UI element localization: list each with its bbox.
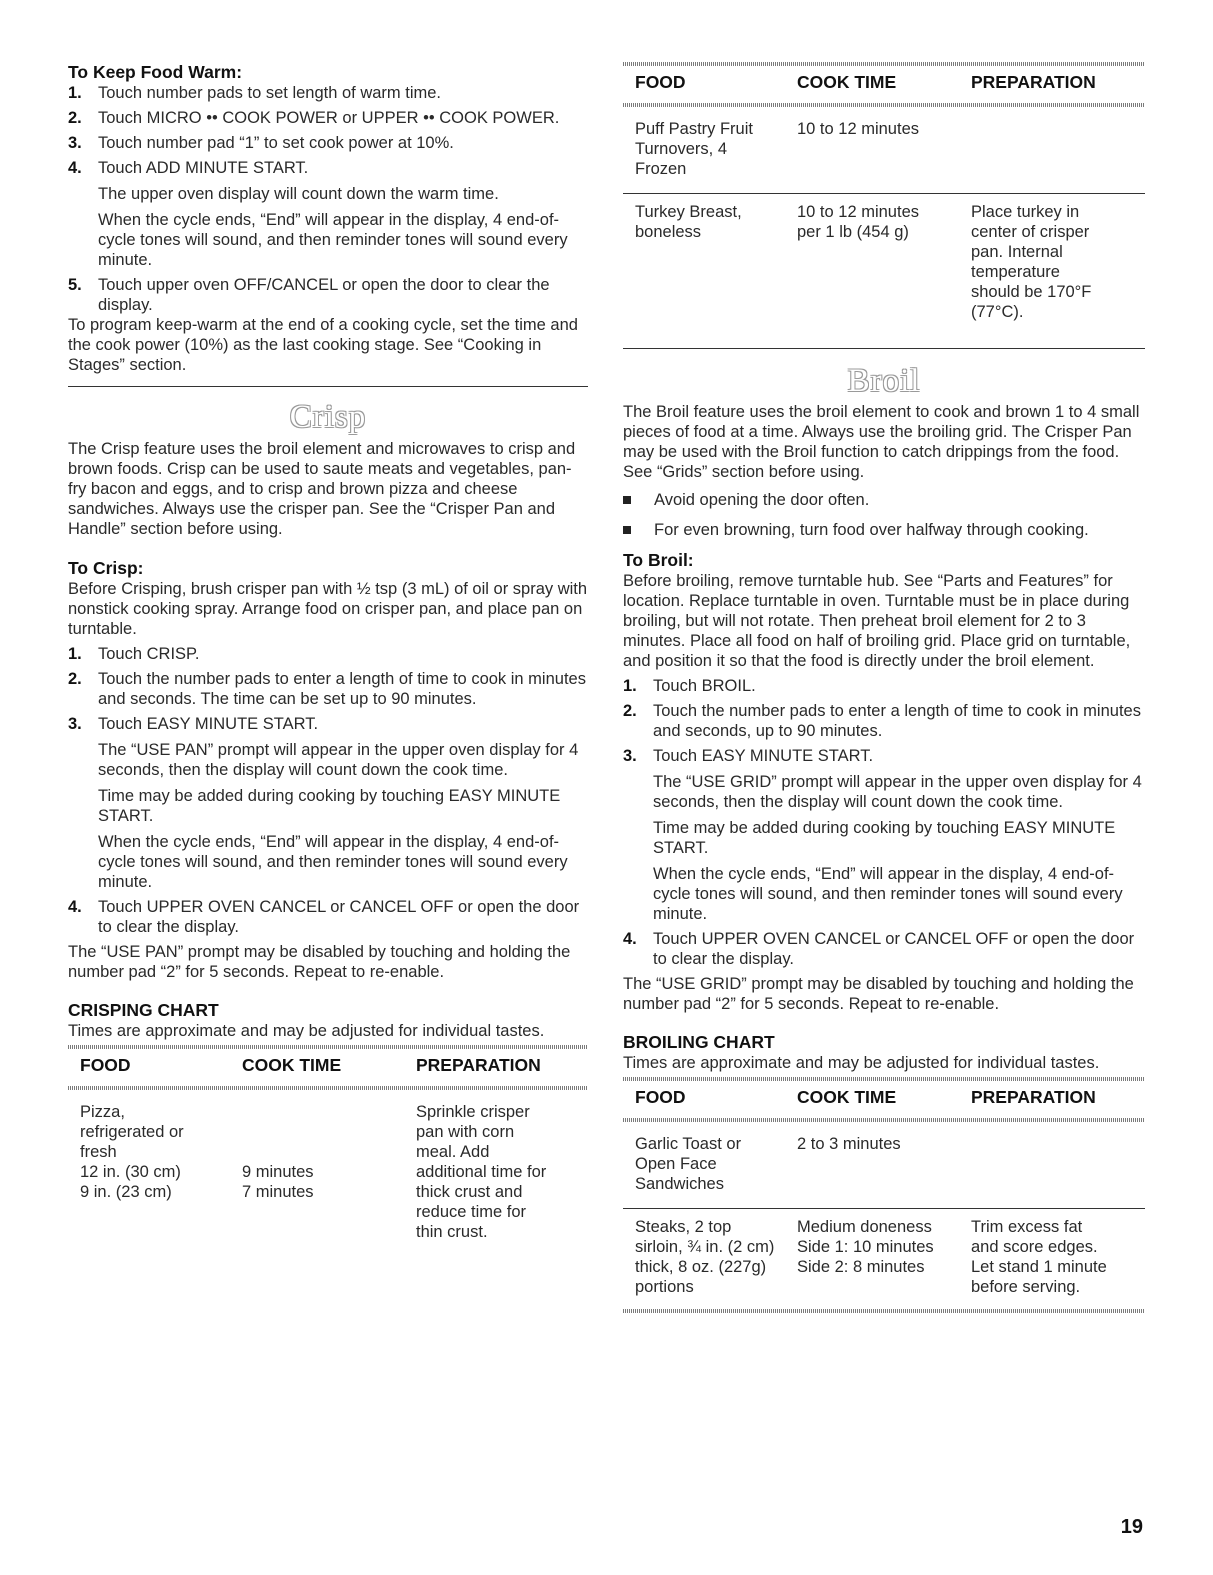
crisping-chart-table	[68, 1045, 588, 1242]
step-note: The “USE PAN” prompt will appear in the upper oven display for 4 seconds, then the display will count down the cook time.	[98, 741, 579, 779]
crisp-intro: The Crisp feature uses the broil element and microwaves to crisp and brown foods. Crisp can be used to saute meats and vegetables, pan-fry bacon and eggs, and to crisp and brown pizza and cheese sandwiches. Always use the crisper pan. See the “Crisper Pan and Handle” section before using.	[68, 440, 576, 538]
step-item: 1. Touch BROIL.	[623, 677, 756, 695]
header-cook-time: COOK TIME	[797, 1087, 897, 1107]
cell-preparation: Place turkey in center of crisper pan. Internal temperature should be 170°F (77°C).	[971, 203, 1092, 321]
crisping-chart-title: CRISPING CHART	[68, 1000, 219, 1020]
cell-preparation	[971, 1134, 1145, 1194]
step-item: 2. Touch the number pads to enter a length of time to cook in minutes and seconds, up to 90 minutes.	[623, 702, 1141, 740]
step-note: When the cycle ends, “End” will appear in the display, 4 end-of-cycle tones will sound, and then reminder tones will sound every minute.	[98, 833, 568, 891]
table-row	[68, 1090, 588, 1242]
header-food: FOOD	[635, 72, 686, 92]
keep-warm-section	[68, 62, 588, 375]
step-note: The “USE GRID” prompt will appear in the upper oven display for 4 seconds, then the display will count down the cook time.	[653, 773, 1142, 811]
broiling-chart-title: BROILING CHART	[623, 1032, 775, 1052]
crisp-prep: Before Crisping, brush crisper pan with ½ tsp (3 mL) of oil or spray with nonstick cooking spray. Arrange food on crisper pan, and place pan on turntable.	[68, 580, 588, 638]
crisp-title: Crisp	[289, 399, 367, 435]
step-item: 4. Touch UPPER OVEN CANCEL or CANCEL OFF or open the door to clear the display.	[68, 898, 580, 936]
bullet-item: For even browning, turn food over halfway through cooking.	[623, 520, 1145, 540]
cell-preparation: Sprinkle crisper pan with corn meal. Add additional time for thick crust and reduce time for thin crust.	[416, 1103, 547, 1241]
crisp-steps	[68, 644, 588, 937]
cell-food: Puff Pastry Fruit Turnovers, 4 Frozen	[635, 120, 753, 178]
table-header	[623, 66, 1145, 103]
step-item: 1. Touch CRISP.	[68, 645, 200, 663]
broil-section	[623, 402, 1145, 1313]
bullet-item: Avoid opening the door often.	[623, 490, 1145, 510]
table-header	[623, 1081, 1145, 1118]
table-header	[68, 1049, 588, 1086]
header-preparation: PREPARATION	[971, 1087, 1096, 1107]
step-item: 4. Touch UPPER OVEN CANCEL or CANCEL OFF or open the door to clear the display.	[623, 930, 1135, 968]
header-cook-time: COOK TIME	[242, 1055, 342, 1075]
step-item: 5. Touch upper oven OFF/CANCEL or open the door to clear the display.	[68, 276, 550, 314]
broil-title: Broil	[847, 363, 921, 399]
cell-food: Garlic Toast or Open Face Sandwiches	[635, 1135, 742, 1193]
step-item: 2. Touch MICRO •• COOK POWER or UPPER •• COOK POWER.	[68, 109, 560, 127]
header-food: FOOD	[635, 1087, 686, 1107]
header-food: FOOD	[80, 1055, 131, 1075]
step-note: Time may be added during cooking by touching EASY MINUTE START.	[98, 787, 561, 825]
broil-heading: To Broil:	[623, 550, 694, 570]
table-row	[623, 1209, 1145, 1309]
cell-cook-time: Medium doneness Side 1: 10 minutes Side 2: 8 minutes	[797, 1218, 934, 1276]
step-note: Time may be added during cooking by touching EASY MINUTE START.	[653, 819, 1116, 857]
cell-preparation	[971, 119, 1145, 179]
section-divider	[623, 348, 1145, 349]
table-border	[623, 1309, 1145, 1313]
crisping-chart-continued-table	[623, 62, 1145, 349]
table-row	[623, 1122, 1145, 1208]
crisping-chart-subtitle: Times are approximate and may be adjusted for individual tastes.	[68, 1022, 545, 1040]
header-preparation: PREPARATION	[416, 1055, 541, 1075]
cell-cook-time: 2 to 3 minutes	[797, 1135, 901, 1153]
left-column	[68, 62, 588, 1242]
step-item: 2. Touch the number pads to enter a length of time to cook in minutes and seconds. The time can be set up to 90 minutes.	[68, 670, 586, 708]
broil-prep: Before broiling, remove turntable hub. See “Parts and Features” for location. Replace turntable in oven. Turntable must be in place during broiling, but will not rotate. Then preheat broil element for 2 to 3 minutes. Place all food on half of broiling grid. Place grid on turntable, and position it so that the food is directly under the broil element.	[623, 572, 1131, 670]
step-item: 3. Touch EASY MINUTE START. The “USE GRID” prompt will appear in the upper oven display for 4 seconds, then the display will count down the cook time. Time may be added during cooking by touching EASY MINUTE START. When the cycle ends, “End” will appear in the display, 4 end-of-cycle tones will sound, and then reminder tones will sound every minute.	[623, 746, 1145, 924]
broil-steps	[623, 676, 1145, 969]
step-note: When the cycle ends, “End” will appear in the display, 4 end-of-cycle tones will sound, and then reminder tones will sound every minute.	[653, 865, 1123, 923]
crisp-note: The “USE PAN” prompt may be disabled by touching and holding the number pad “2” for 5 seconds. Repeat to re-enable.	[68, 943, 571, 981]
section-divider	[68, 386, 588, 387]
header-preparation: PREPARATION	[971, 72, 1096, 92]
cell-food: Pizza, refrigerated or fresh 12 in. (30 cm) 9 in. (23 cm)	[80, 1103, 184, 1201]
crisp-heading: To Crisp:	[68, 558, 144, 578]
step-note: When the cycle ends, “End” will appear in the display, 4 end-of-cycle tones will sound, and then reminder tones will sound every minute.	[98, 211, 568, 269]
broiling-chart-table	[623, 1077, 1145, 1313]
cell-cook-time: 9 minutes 7 minutes	[242, 1163, 314, 1201]
page-number: 19	[1120, 1516, 1143, 1538]
keep-warm-steps	[68, 83, 588, 315]
step-item: 3. Touch EASY MINUTE START. The “USE PAN” prompt will appear in the upper oven display for 4 seconds, then the display will count down the cook time. Time may be added during cooking by touching EASY MINUTE START. When the cycle ends, “End” will appear in the display, 4 end-of-cycle tones will sound, and then reminder tones will sound every minute.	[68, 714, 588, 892]
cell-food: Steaks, 2 top sirloin, ¾ in. (2 cm) thick, 8 oz. (227g) portions	[635, 1218, 775, 1296]
broil-note: The “USE GRID” prompt may be disabled by touching and holding the number pad “2” for 5 seconds. Repeat to re-enable.	[623, 975, 1134, 1013]
broiling-chart-subtitle: Times are approximate and may be adjusted for individual tastes.	[623, 1054, 1100, 1072]
keep-warm-heading: To Keep Food Warm:	[68, 62, 243, 82]
broil-intro: The Broil feature uses the broil element to cook and brown 1 to 4 small pieces of food at a time. Always use the broiling grid. The Crisper Pan may be used with the Broil function to catch drippings from the food. See “Grids” section before using.	[623, 403, 1140, 481]
keep-warm-note: To program keep-warm at the end of a cooking cycle, set the time and the cook power (10%) as the last cooking stage. See “Cooking in Stages” section.	[68, 316, 578, 374]
table-row	[623, 107, 1145, 193]
step-item: 4. Touch ADD MINUTE START. The upper oven display will count down the warm time. When the cycle ends, “End” will appear in the display, 4 end-of-cycle tones will sound, and then reminder tones will sound every minute.	[68, 158, 588, 270]
cell-food: Turkey Breast, boneless	[635, 203, 742, 241]
step-item: 3. Touch number pad “1” to set cook power at 10%.	[68, 134, 454, 152]
table-row	[623, 194, 1145, 348]
broil-tips	[623, 490, 1145, 540]
cell-preparation: Trim excess fat and score edges. Let stand 1 minute before serving.	[971, 1218, 1107, 1296]
crisp-section	[68, 439, 588, 1242]
right-column	[623, 62, 1145, 1313]
step-item: 1. Touch number pads to set length of warm time.	[68, 84, 442, 102]
cell-cook-time: 10 to 12 minutes	[797, 120, 919, 138]
cell-cook-time: 10 to 12 minutes per 1 lb (454 g)	[797, 203, 919, 241]
header-cook-time: COOK TIME	[797, 72, 897, 92]
step-note: The upper oven display will count down the warm time.	[98, 185, 499, 203]
